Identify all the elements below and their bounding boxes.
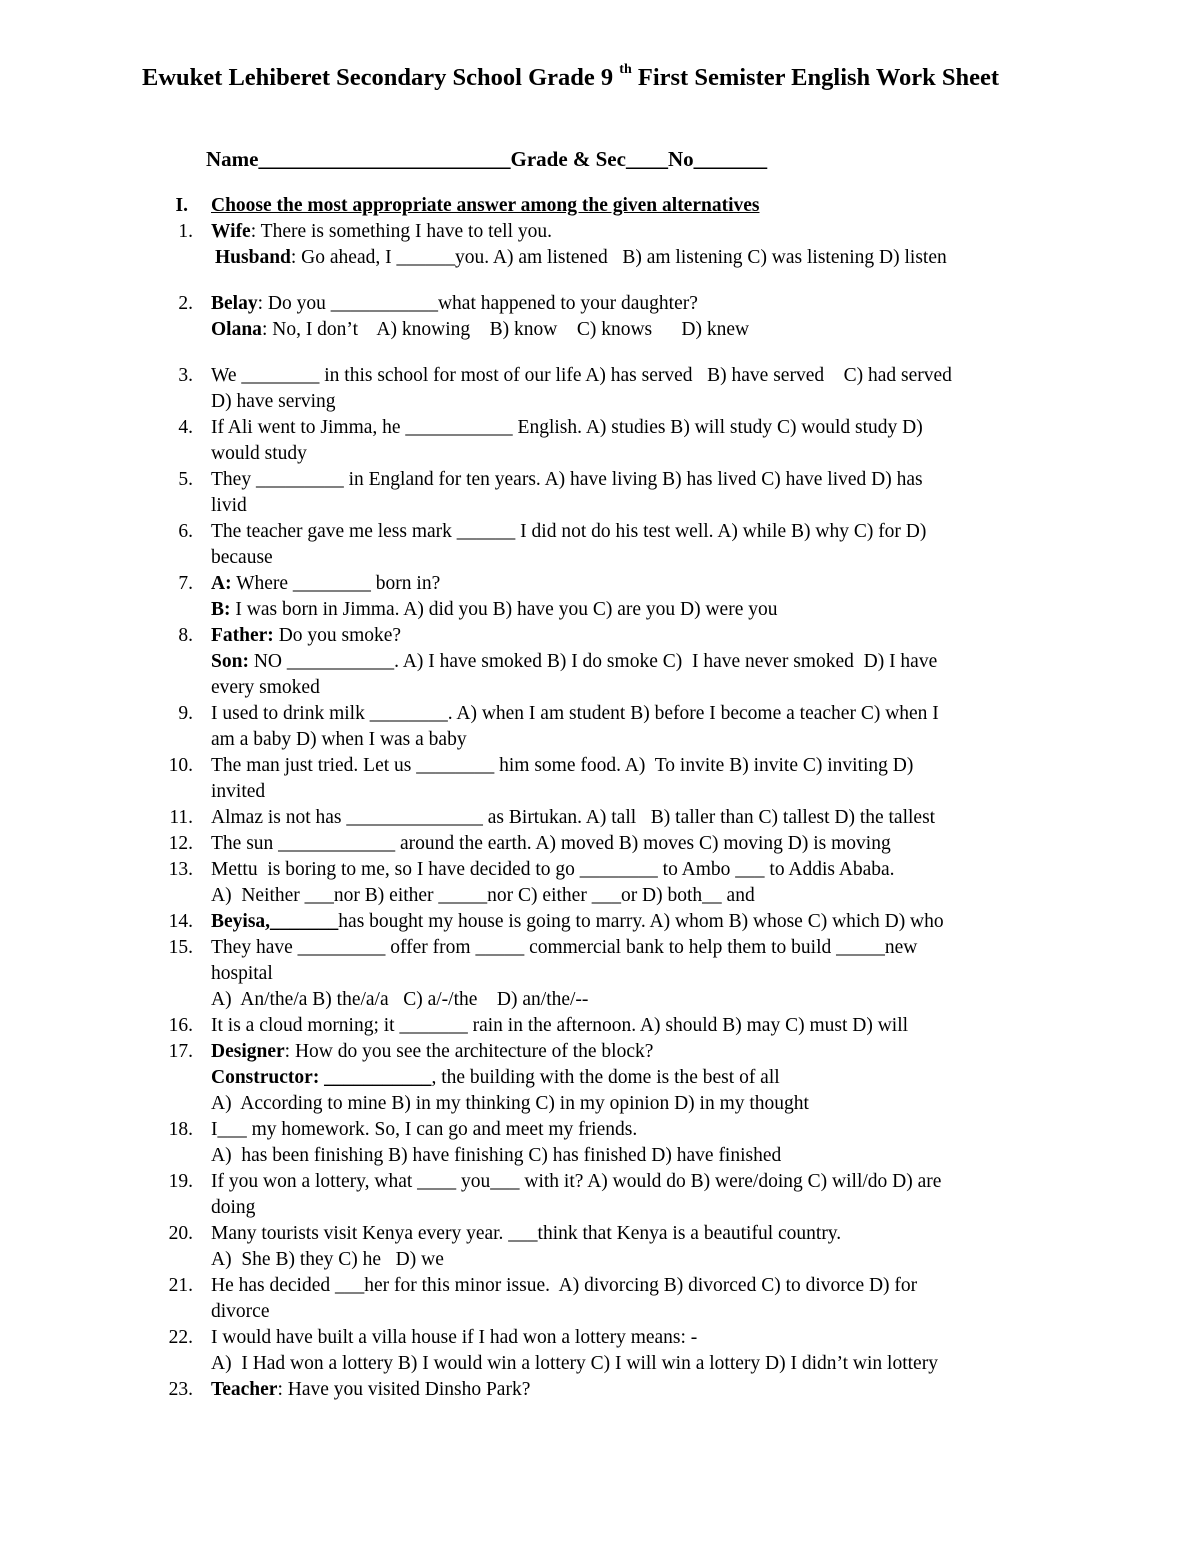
question-number: 23.: [168, 1379, 193, 1400]
question-item: [0, 1377, 1100, 1403]
question-text: I used to drink milk ________. A) when I am student B) before I become a teacher C) when I: [211, 703, 939, 724]
question-item: [0, 909, 1100, 935]
question-line: [211, 545, 1100, 571]
question-line: [211, 727, 1100, 753]
question-line: [211, 987, 1100, 1013]
question-item: [0, 1325, 1100, 1377]
question-number: 9.: [178, 703, 193, 724]
section-title: Choose the most appropriate answer among the given alternatives: [211, 195, 760, 216]
question-text: A) I Had won a lottery B) I would win a lottery C) I will win a lottery D) I didn’t win lottery: [211, 1353, 938, 1374]
question-text: , the building with the dome is the best of all: [431, 1067, 780, 1088]
question-text: A) According to mine B) in my thinking C) in my opinion D) in my thought: [211, 1093, 809, 1114]
question-line: [211, 389, 1100, 415]
question-line: [211, 1247, 1100, 1273]
question-number: 11.: [169, 807, 193, 828]
question-line: [211, 961, 1100, 987]
speaker-label: Constructor: ___________: [211, 1067, 432, 1088]
question-text: The teacher gave me less mark ______ I did not do his test well. A) while B) why C) for D): [211, 521, 927, 542]
question-line: [211, 415, 1100, 441]
question-line: [211, 1325, 1100, 1351]
question-text: The sun ____________ around the earth. A) moved B) moves C) moving D) is moving: [211, 833, 891, 854]
question-number: 6.: [178, 521, 193, 542]
question-text: : Go ahead, I ______you. A) am listened B) am listening C) was listening D) listen: [290, 247, 947, 268]
title-superscript: th: [619, 61, 632, 77]
question-line: [211, 675, 1100, 701]
question-text: divorce: [211, 1301, 270, 1322]
question-item: [0, 935, 1100, 1013]
speaker-label: Husband: [215, 247, 291, 268]
question-text: D) have serving: [211, 391, 336, 412]
title-rest: First Semister English Work Sheet: [631, 64, 1000, 91]
question-line: [211, 935, 1100, 961]
question-number: 13.: [168, 859, 193, 880]
question-line: [211, 291, 1100, 317]
question-text: I was born in Jimma. A) did you B) have you C) are you D) were you: [230, 599, 778, 620]
question-text: : Do you ___________what happened to your daughter?: [257, 293, 698, 314]
question-text: invited: [211, 781, 266, 802]
question-text: A) An/the/a B) the/a/a C) a/-/the D) an/the/--: [211, 989, 589, 1010]
question-line: [211, 1221, 1100, 1247]
question-line: [211, 857, 1100, 883]
question-number: 14.: [168, 911, 193, 932]
question-item: [0, 1039, 1100, 1117]
speaker-label: A:: [211, 573, 232, 594]
question-text: has bought my house is going to marry. A) whom B) whose C) which D) who: [338, 911, 944, 932]
speaker-label: B:: [211, 599, 231, 620]
question-text: I would have built a villa house if I had won a lottery means: -: [211, 1327, 698, 1348]
question-number: 17.: [168, 1041, 193, 1062]
question-text: Mettu is boring to me, so I have decided to go ________ to Ambo ___ to Addis Ababa.: [211, 859, 895, 880]
question-line: [211, 245, 1100, 271]
question-number: 18.: [168, 1119, 193, 1140]
speaker-label: Father:: [211, 625, 274, 646]
question-line: [211, 1351, 1100, 1377]
question-line: [211, 1143, 1100, 1169]
question-line: [211, 1065, 1100, 1091]
question-text: They _________ in England for ten years. A) have living B) has lived C) have lived D) has: [211, 469, 923, 490]
question-line: [211, 1195, 1100, 1221]
question-text: The man just tried. Let us ________ him some food. A) To invite B) invite C) inviting D): [211, 755, 914, 776]
question-line: [211, 519, 1100, 545]
question-text: doing: [211, 1197, 256, 1218]
question-text: It is a cloud morning; it _______ rain in the afternoon. A) should B) may C) must D) will: [211, 1015, 909, 1036]
question-text: : How do you see the architecture of the block?: [284, 1041, 654, 1062]
question-line: [211, 1169, 1100, 1195]
question-line: [211, 779, 1100, 805]
question-line: [211, 1273, 1100, 1299]
speaker-label: Designer: [211, 1041, 285, 1062]
question-text: am a baby D) when I was a baby: [211, 729, 467, 750]
question-text: : There is something I have to tell you.: [250, 221, 553, 242]
question-line: [211, 1013, 1100, 1039]
question-text: I___ my homework. So, I can go and meet my friends.: [211, 1119, 638, 1140]
question-line: [211, 831, 1100, 857]
question-text: NO ___________. A) I have smoked B) I do smoke C) I have never smoked D) I have: [248, 651, 938, 672]
question-text: They have _________ offer from _____ commercial bank to help them to build _____new: [211, 937, 918, 958]
question-line: [211, 441, 1100, 467]
question-text: If Ali went to Jimma, he ___________ English. A) studies B) will study C) would study D): [211, 417, 923, 438]
question-item: [0, 1169, 1100, 1221]
speaker-label: Belay: [211, 293, 258, 314]
question-text: A) She B) they C) he D) we: [211, 1249, 444, 1270]
question-number: 4.: [178, 417, 193, 438]
question-text: Many tourists visit Kenya every year. ___think that Kenya is a beautiful country.: [211, 1223, 842, 1244]
question-text: would study: [211, 443, 307, 464]
worksheet-title: [142, 62, 1062, 93]
speaker-label: Son:: [211, 651, 249, 672]
question-number: 20.: [168, 1223, 193, 1244]
question-number: 3.: [178, 365, 193, 386]
question-number: 5.: [178, 469, 193, 490]
question-line: [211, 363, 1100, 389]
student-info-line: Name________________________Grade & Sec____No_______: [206, 147, 768, 171]
question-number: 16.: [168, 1015, 193, 1036]
question-number: 2.: [178, 293, 193, 314]
question-line: [211, 883, 1100, 909]
question-item: [0, 1117, 1100, 1169]
question-line: [211, 571, 1100, 597]
question-item: [0, 1221, 1100, 1273]
question-item: [0, 753, 1100, 805]
title-main: Ewuket Lehiberet Secondary School Grade 9: [142, 64, 614, 91]
question-line: [211, 1299, 1100, 1325]
question-number: 19.: [168, 1171, 193, 1192]
question-text: If you won a lottery, what ____ you___ with it? A) would do B) were/doing C) will/do D) are: [211, 1171, 942, 1192]
question-number: 21.: [168, 1275, 193, 1296]
speaker-label: _______: [270, 911, 339, 932]
question-number: 10.: [168, 755, 193, 776]
question-item: [0, 291, 1100, 343]
question-item: [0, 571, 1100, 623]
speaker-label: Beyisa,: [211, 911, 271, 932]
question-line: [211, 1039, 1100, 1065]
question-line: [211, 805, 1100, 831]
question-line: [211, 649, 1100, 675]
question-text: Do you smoke?: [273, 625, 402, 646]
question-list: [0, 193, 1100, 1403]
question-text: He has decided ___her for this minor issue. A) divorcing B) divorced C) to divorce D) for: [211, 1275, 918, 1296]
question-item: [0, 1013, 1100, 1039]
question-line: [211, 467, 1100, 493]
question-text: every smoked: [211, 677, 320, 698]
speaker-label: Teacher: [211, 1379, 278, 1400]
question-line: [211, 701, 1100, 727]
question-text: A) has been finishing B) have finishing C) has finished D) have finished: [211, 1145, 782, 1166]
question-line: [211, 219, 1100, 245]
question-text: livid: [211, 495, 247, 516]
section-heading: [0, 193, 1100, 219]
question-text: because: [211, 547, 273, 568]
question-line: [211, 317, 1100, 343]
question-text: : Have you visited Dinsho Park?: [277, 1379, 531, 1400]
question-text: Almaz is not has ______________ as Birtukan. A) tall B) taller than C) tallest D) the tallest: [211, 807, 936, 828]
question-item: [0, 831, 1100, 857]
question-item: [0, 415, 1100, 467]
section-number: I.: [175, 195, 188, 216]
speaker-label: Wife: [211, 221, 251, 242]
question-item: [0, 1273, 1100, 1325]
question-number: 8.: [178, 625, 193, 646]
question-item: [0, 623, 1100, 701]
question-item: [0, 519, 1100, 571]
question-item: [0, 467, 1100, 519]
question-line: [211, 493, 1100, 519]
question-item: [0, 363, 1100, 415]
question-item: [0, 857, 1100, 909]
question-number: 15.: [168, 937, 193, 958]
question-text: We ________ in this school for most of our life A) has served B) have served C) had served: [211, 365, 952, 386]
question-number: 22.: [168, 1327, 193, 1348]
question-line: [211, 1091, 1100, 1117]
question-item: [0, 219, 1100, 271]
question-line: [211, 1117, 1100, 1143]
question-number: 1.: [178, 221, 193, 242]
question-line: [211, 1377, 1100, 1403]
question-number: 12.: [168, 833, 193, 854]
question-text: Where ________ born in?: [231, 573, 441, 594]
question-text: : No, I don’t A) knowing B) know C) knows D) knew: [261, 319, 750, 340]
question-item: [0, 701, 1100, 753]
question-line: [211, 597, 1100, 623]
question-text: hospital: [211, 963, 273, 984]
question-line: [211, 623, 1100, 649]
question-line: [211, 753, 1100, 779]
speaker-label: Olana: [211, 319, 262, 340]
question-line: [211, 909, 1100, 935]
question-text: A) Neither ___nor B) either _____nor C) either ___or D) both__ and: [211, 885, 755, 906]
question-item: [0, 805, 1100, 831]
question-number: 7.: [178, 573, 193, 594]
